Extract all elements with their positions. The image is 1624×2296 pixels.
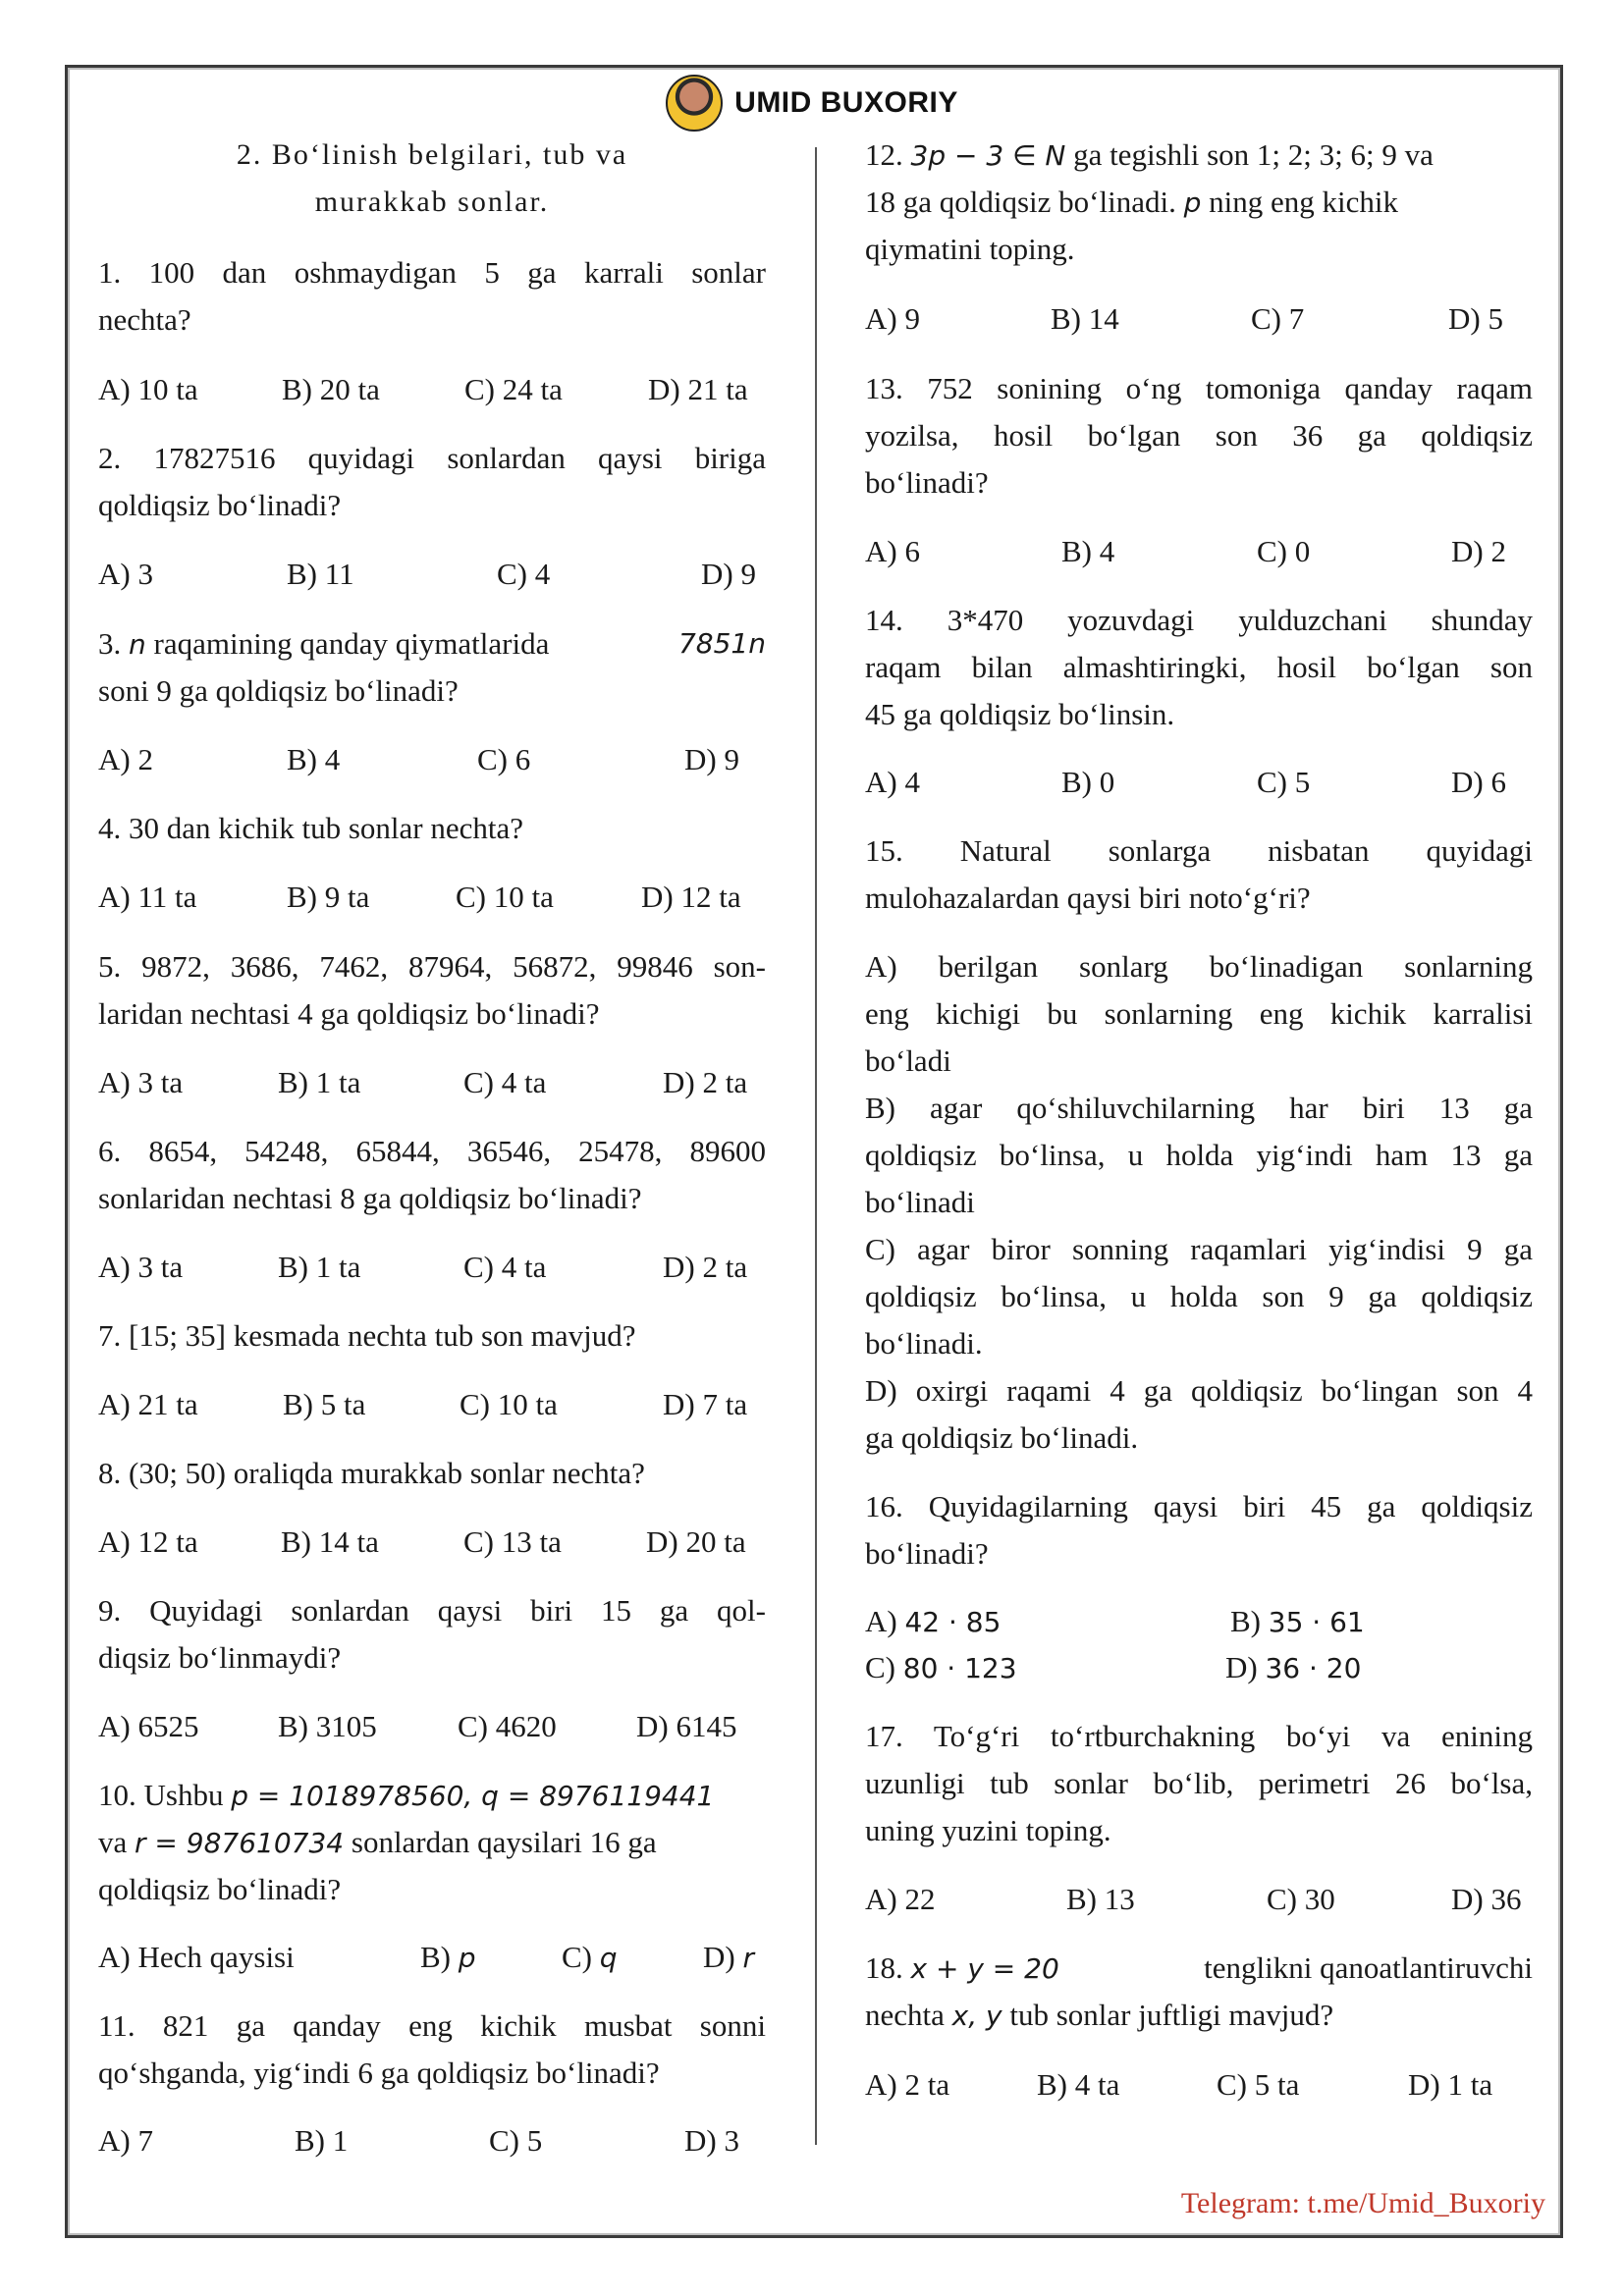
q2-text-line2: qoldiqsiz bo‘linadi? — [98, 488, 342, 522]
q16-option-a[interactable] — [865, 1598, 1001, 1645]
q15-option-a-line2[interactable]: eng kichigi bu sonlarning eng kichik karralisi — [865, 996, 1533, 1031]
q17-option-d[interactable]: D) 36 — [1451, 1882, 1522, 1916]
q12-expression: 3p − 3 ∈ N — [910, 139, 1066, 172]
q14-option-c[interactable]: C) 5 — [1257, 765, 1311, 799]
q18-text-line1 — [865, 1945, 1533, 1992]
q1-option-c[interactable]: C) 24 ta — [464, 372, 563, 406]
q2-option-b[interactable]: B) 11 — [287, 557, 354, 591]
q6-option-c[interactable]: C) 4 ta — [463, 1250, 547, 1284]
q12-prefix: 12. — [865, 137, 911, 172]
q16-option-a-label: A) — [865, 1604, 905, 1638]
q5-option-d[interactable]: D) 2 ta — [663, 1065, 748, 1099]
q12-option-c[interactable]: C) 7 — [1251, 301, 1305, 336]
q16-option-c-expr: 80 · 123 — [902, 1652, 1017, 1684]
q1-option-b[interactable]: B) 20 ta — [282, 372, 380, 406]
q1-option-d[interactable]: D) 21 ta — [648, 372, 748, 406]
q3-option-a[interactable]: A) 2 — [98, 742, 153, 776]
q10-option-c-label: C) — [562, 1940, 600, 1974]
q18-text-a: tenglikni qanoatlantiruvchi — [1204, 1950, 1533, 1985]
q5-option-a[interactable]: A) 3 ta — [98, 1065, 184, 1099]
q16-option-c-label: C) — [865, 1650, 903, 1684]
q10-option-d-var: r — [742, 1942, 754, 1974]
q13-option-c[interactable]: C) 0 — [1257, 534, 1311, 568]
q15-option-c-line2[interactable]: qoldiqsiz bo‘linsa, u holda son 9 ga qoldiqsiz — [865, 1279, 1533, 1313]
q12-option-d[interactable]: D) 5 — [1448, 301, 1503, 336]
q10-text-line1 — [98, 1772, 766, 1819]
q2-option-d[interactable]: D) 9 — [701, 557, 756, 591]
q9-option-b[interactable]: B) 3105 — [278, 1709, 377, 1743]
q12-text-line1 — [865, 132, 1533, 179]
q2-option-c[interactable]: C) 4 — [497, 557, 551, 591]
q11-option-a[interactable]: A) 7 — [98, 2123, 153, 2158]
q15-text-line2: mulohazalardan qaysi biri noto‘g‘ri? — [865, 881, 1311, 915]
q13-option-a[interactable]: A) 6 — [865, 534, 920, 568]
q10-option-c-var: q — [599, 1942, 618, 1974]
q3-option-d[interactable]: D) 9 — [684, 742, 739, 776]
q4-text-line1: 4. 30 dan kichik tub sonlar nechta? — [98, 811, 524, 845]
q12-text-c: ning eng kichik — [1201, 185, 1398, 219]
telegram-link[interactable]: Telegram: t.me/Umid_Buxoriy — [1180, 2187, 1545, 2219]
q4-option-c[interactable]: C) 10 ta — [456, 880, 554, 914]
q12-option-a[interactable]: A) 9 — [865, 301, 920, 336]
q14-text-line3: 45 ga qoldiqsiz bo‘linsin. — [865, 697, 1175, 731]
q1-text-line1: 1. 100 dan oshmaydigan 5 ga karrali sonlar — [98, 255, 766, 290]
q15-option-d-line1[interactable]: D) oxirgi raqami 4 ga qoldiqsiz bo‘lingan son 4 — [865, 1373, 1533, 1408]
q15-option-c-line3[interactable]: bo‘linadi. — [865, 1326, 983, 1361]
q12-variable-p: p — [1183, 187, 1202, 219]
q2-option-a[interactable]: A) 3 — [98, 557, 153, 591]
q16-option-a-expr: 42 · 85 — [904, 1606, 1001, 1638]
q4-option-b[interactable]: B) 9 ta — [287, 880, 370, 914]
q18-text-c: tub sonlar juftligi mavjud? — [1001, 1998, 1334, 2032]
q15-option-a-line1[interactable]: A) berilgan sonlarg bo‘linadigan sonlarning — [865, 949, 1533, 984]
q18-variables: x, y — [951, 2000, 1002, 2032]
q11-option-c[interactable]: C) 5 — [489, 2123, 543, 2158]
q10-text-line3: qoldiqsiz bo‘linadi? — [98, 1872, 342, 1906]
q8-option-a[interactable]: A) 12 ta — [98, 1524, 198, 1559]
header — [0, 69, 1624, 137]
q1-option-a[interactable]: A) 10 ta — [98, 372, 198, 406]
q8-option-d[interactable]: D) 20 ta — [646, 1524, 746, 1559]
q7-option-a[interactable]: A) 21 ta — [98, 1387, 198, 1421]
q9-text-line2: diqsiz bo‘linmaydi? — [98, 1640, 342, 1675]
q3-option-b[interactable]: B) 4 — [287, 742, 341, 776]
q9-option-c[interactable]: C) 4620 — [458, 1709, 557, 1743]
q7-option-c[interactable]: C) 10 ta — [460, 1387, 558, 1421]
q12-text-a: ga tegishli son 1; 2; 3; 6; 9 va — [1065, 137, 1434, 172]
q13-option-b[interactable]: B) 4 — [1061, 534, 1115, 568]
q15-option-b-line2[interactable]: qoldiqsiz bo‘linsa, u holda yig‘indi ham 13 ga — [865, 1138, 1533, 1172]
q12-option-b[interactable]: B) 14 — [1051, 301, 1119, 336]
q15-text-line1: 15. Natural sonlarga nisbatan quyidagi — [865, 833, 1533, 868]
q16-option-b-expr: 35 · 61 — [1268, 1606, 1365, 1638]
q18-text-b: nechta — [865, 1998, 952, 2032]
brand-name: UMID BUXORIY — [734, 86, 958, 119]
q5-option-c[interactable]: C) 4 ta — [463, 1065, 547, 1099]
q1-text-line2: nechta? — [98, 302, 191, 337]
q14-text-line2: raqam bilan almashtiringki, hosil bo‘lgan son — [865, 650, 1533, 684]
q18-option-d[interactable]: D) 1 ta — [1408, 2067, 1493, 2102]
q10-option-b-label: B) — [420, 1940, 459, 1974]
q6-text-line1: 6. 8654, 54248, 65844, 36546, 25478, 89600 — [98, 1134, 766, 1168]
q15-option-b-line1[interactable]: B) agar qo‘shiluvchilarning har biri 13 ga — [865, 1091, 1533, 1125]
author-avatar — [666, 75, 723, 132]
q17-option-b[interactable]: B) 13 — [1066, 1882, 1135, 1916]
q7-text-line1: 7. [15; 35] kesmada nechta tub son mavjud? — [98, 1318, 636, 1353]
q6-text-line2: sonlaridan nechtasi 8 ga qoldiqsiz bo‘linadi? — [98, 1181, 642, 1215]
q5-option-b[interactable]: B) 1 ta — [278, 1065, 361, 1099]
q3-variable-n: n — [129, 628, 146, 661]
q3-number: 7851n — [677, 627, 766, 660]
q17-option-a[interactable]: A) 22 — [865, 1882, 936, 1916]
q5-text-line1: 5. 9872, 3686, 7462, 87964, 56872, 99846 son- — [98, 949, 766, 984]
q10-option-d[interactable] — [703, 1934, 754, 1981]
q17-text-line1: 17. To‘g‘ri to‘rtburchakning bo‘yi va enining — [865, 1719, 1533, 1753]
q10-option-c[interactable] — [562, 1934, 618, 1981]
q18-prefix: 18. — [865, 1950, 911, 1985]
q12-text-line3: qiymatini toping. — [865, 232, 1075, 266]
q3-text-line1 — [98, 620, 766, 667]
q15-option-c-line1[interactable]: C) agar biror sonning raqamlari yig‘indisi 9 ga — [865, 1232, 1533, 1266]
q18-text-line2 — [865, 1992, 1533, 2039]
q9-option-d[interactable]: D) 6145 — [636, 1709, 737, 1743]
q13-text-line3: bo‘linadi? — [865, 465, 989, 500]
q13-text-line2: yozilsa, hosil bo‘lgan son 36 ga qoldiqsiz — [865, 418, 1533, 453]
q13-option-d[interactable]: D) 2 — [1451, 534, 1506, 568]
q8-option-b[interactable]: B) 14 ta — [281, 1524, 379, 1559]
column-divider — [815, 147, 817, 2145]
q9-option-a[interactable]: A) 6525 — [98, 1709, 199, 1743]
q14-text-line1: 14. 3*470 yozuvdagi yulduzchani shunday — [865, 603, 1533, 637]
q14-option-a[interactable]: A) 4 — [865, 765, 920, 799]
q2-text-line1: 2. 17827516 quyidagi sonlardan qaysi biriga — [98, 441, 766, 475]
q16-text-line1: 16. Quyidagilarning qaysi biri 45 ga qoldiqsiz — [865, 1489, 1533, 1523]
q16-option-d[interactable] — [1225, 1644, 1361, 1691]
q8-option-c[interactable]: C) 13 ta — [463, 1524, 562, 1559]
q15-option-a-line3[interactable]: bo‘ladi — [865, 1043, 951, 1078]
q5-text-line2: laridan nechtasi 4 ga qoldiqsiz bo‘linadi? — [98, 996, 600, 1031]
q14-option-d[interactable]: D) 6 — [1451, 765, 1506, 799]
q10-prefix: 10. Ushbu — [98, 1778, 232, 1812]
q12-text-line2 — [865, 179, 1533, 226]
q3-prefix: 3. — [98, 626, 129, 661]
q10-text-mid: sonlardan qaysilari 16 ga — [344, 1825, 657, 1859]
q16-option-c[interactable] — [865, 1644, 1017, 1691]
q7-option-d[interactable]: D) 7 ta — [663, 1387, 748, 1421]
q9-text-line1: 9. Quyidagi sonlardan qaysi biri 15 ga qol- — [98, 1593, 766, 1628]
q15-option-d-line2[interactable]: ga qoldiqsiz bo‘linadi. — [865, 1420, 1139, 1455]
q11-text-line2: qo‘shganda, yig‘indi 6 ga qoldiqsiz bo‘linadi? — [98, 2056, 660, 2090]
q4-option-a[interactable]: A) 11 ta — [98, 880, 197, 914]
q10-r-value: r = 987610734 — [135, 1827, 345, 1859]
q10-option-d-label: D) — [703, 1940, 743, 1974]
q3-text-line2: soni 9 ga qoldiqsiz bo‘linadi? — [98, 673, 459, 708]
q10-va: va — [98, 1825, 135, 1859]
q6-option-b[interactable]: B) 1 ta — [278, 1250, 361, 1284]
q10-option-b-var: p — [458, 1942, 476, 1974]
q11-text-line1: 11. 821 ga qanday eng kichik musbat sonni — [98, 2008, 766, 2043]
section-title-line1: 2. Bo‘linish belgilari, tub va — [236, 138, 628, 171]
q18-option-a[interactable]: A) 2 ta — [865, 2067, 950, 2102]
q16-option-b[interactable] — [1230, 1598, 1365, 1645]
q11-option-d[interactable]: D) 3 — [684, 2123, 739, 2158]
q17-text-line3: uning yuzini toping. — [865, 1813, 1111, 1847]
q16-text-line2: bo‘linadi? — [865, 1536, 989, 1571]
q18-equation: x + y = 20 — [910, 1952, 1059, 1985]
q17-option-c[interactable]: C) 30 — [1267, 1882, 1335, 1916]
section-title-line2: murakkab sonlar. — [314, 186, 550, 218]
q14-option-b[interactable]: B) 0 — [1061, 765, 1115, 799]
q17-text-line2: uzunligi tub sonlar bo‘lib, perimetri 26 bo‘lsa, — [865, 1766, 1533, 1800]
q16-option-d-label: D) — [1225, 1650, 1266, 1684]
q10-option-a[interactable]: A) Hech qaysisi — [98, 1940, 295, 1974]
q10-text-line2 — [98, 1819, 766, 1866]
q10-option-b[interactable] — [420, 1934, 476, 1981]
q16-option-b-label: B) — [1230, 1604, 1269, 1638]
q12-text-b: 18 ga qoldiqsiz bo‘linadi. — [865, 185, 1184, 219]
q6-option-d[interactable]: D) 2 ta — [663, 1250, 748, 1284]
q8-text-line1: 8. (30; 50) oraliqda murakkab sonlar nechta? — [98, 1456, 645, 1490]
q3-option-c[interactable]: C) 6 — [477, 742, 531, 776]
q18-option-b[interactable]: B) 4 ta — [1037, 2067, 1120, 2102]
q13-text-line1: 13. 752 sonining o‘ng tomoniga qanday raqam — [865, 371, 1533, 405]
q11-option-b[interactable]: B) 1 — [295, 2123, 349, 2158]
q7-option-b[interactable]: B) 5 ta — [283, 1387, 366, 1421]
q4-option-d[interactable]: D) 12 ta — [641, 880, 741, 914]
q6-option-a[interactable]: A) 3 ta — [98, 1250, 184, 1284]
q15-option-b-line3[interactable]: bo‘linadi — [865, 1185, 975, 1219]
q16-option-d-expr: 36 · 20 — [1265, 1652, 1362, 1684]
q3-text-mid: raqamining qanday qiymatlarida — [145, 626, 550, 661]
q10-p-q-values: p = 1018978560, q = 8976119441 — [231, 1780, 715, 1812]
q18-option-c[interactable]: C) 5 ta — [1217, 2067, 1300, 2102]
